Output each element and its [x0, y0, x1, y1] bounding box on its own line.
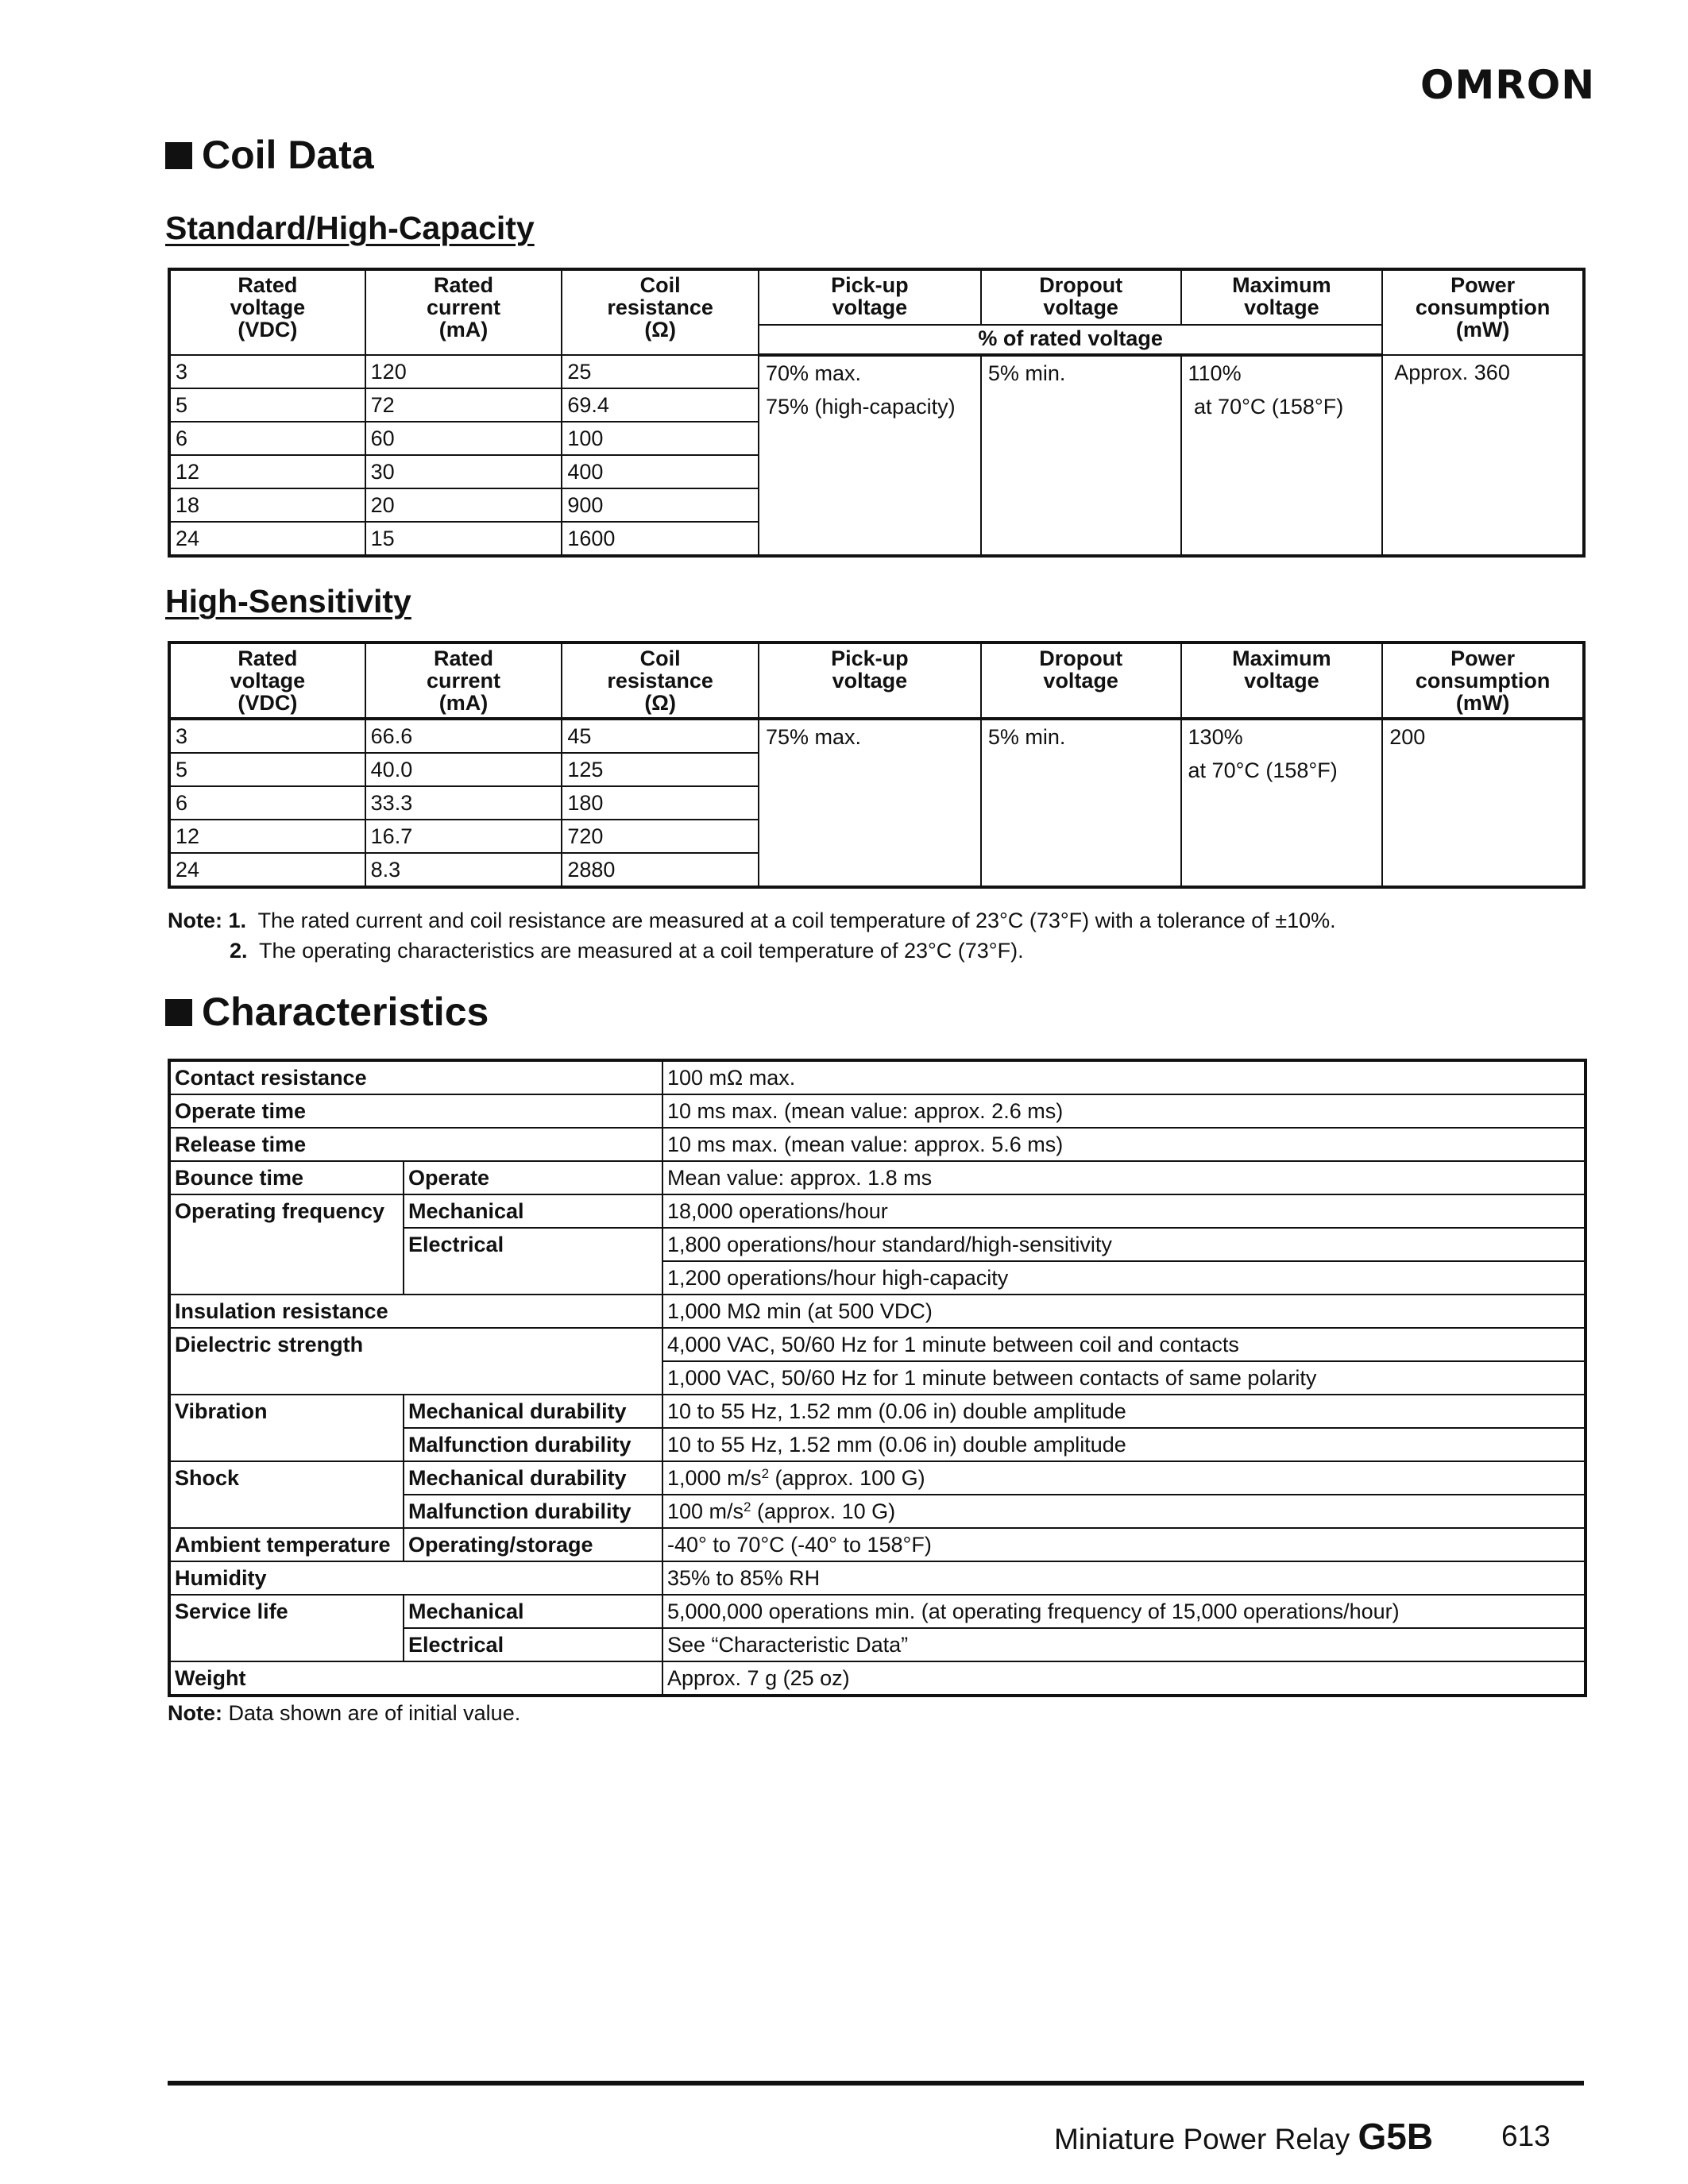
dropout-value: 5% min.: [981, 719, 1181, 887]
table-row: 5 72 69.4: [169, 388, 1584, 422]
table-row: Electrical 1,800 operations/hour standard/high-sensitivity: [169, 1228, 1586, 1261]
dropout-header: Dropout voltage: [981, 269, 1181, 325]
pickup-header: Pick-up voltage: [759, 642, 981, 719]
maximum-header: Maximum voltage: [1181, 642, 1383, 719]
table-row: 1,000 VAC, 50/60 Hz for 1 minute between contacts of same polarity: [169, 1361, 1586, 1395]
maximum-header: Maximum voltage: [1181, 269, 1383, 325]
rated-voltage-header: Rated voltage (VDC): [169, 269, 365, 355]
table-row: 24 8.3 2880: [169, 853, 1584, 887]
table-row: Humidity 35% to 85% RH: [169, 1561, 1586, 1595]
footer-rule: [168, 2081, 1584, 2086]
table-row: Malfunction durability 10 to 55 Hz, 1.52 mm (0.06 in) double amplitude: [169, 1428, 1586, 1461]
characteristics-note: Note: Data shown are of initial value.: [168, 1701, 521, 1725]
table-row: 18 20 900: [169, 488, 1584, 522]
coil-resistance-header: Coil resistance (Ω): [562, 642, 759, 719]
table-row: 12 30 400: [169, 455, 1584, 488]
coil-data-heading: Coil Data: [165, 131, 374, 179]
table-row: 5 40.0 125: [169, 753, 1584, 786]
pickup-value: 70% max. 75% (high-capacity): [759, 355, 981, 556]
table-row: 6 60 100: [169, 422, 1584, 455]
table-row: 12 16.7 720: [169, 820, 1584, 853]
table-row: Operate time 10 ms max. (mean value: approx. 2.6 ms): [169, 1094, 1586, 1128]
power-header: Power consumption (mW): [1382, 269, 1584, 355]
table-row: Contact resistance 100 mΩ max.: [169, 1060, 1586, 1094]
maximum-value: 110% at 70°C (158°F): [1181, 355, 1383, 556]
table-row: 3 120 25 70% max. 75% (high-capacity) 5% min. 110% at 70°C (158°F) Approx. 360: [169, 355, 1584, 388]
power-value: Approx. 360: [1382, 355, 1584, 556]
high-sensitivity-coil-table: [168, 641, 1586, 889]
table-row: 3 66.6 45 75% max. 5% min. 130% at 70°C (158°F) 200: [169, 719, 1584, 753]
shock-malfunction-value: 100 $m/s^2$ (approx. 10 G): [662, 1495, 1586, 1528]
table-row: Release time 10 ms max. (mean value: approx. 5.6 ms): [169, 1128, 1586, 1161]
coil-resistance-header: Coil resistance (Ω): [562, 269, 759, 355]
characteristics-heading: Characteristics: [165, 988, 489, 1036]
table-row: Shock Mechanical durability 1,000 $m/s^2$ (approx. 100 G): [169, 1461, 1586, 1495]
footer-product: Miniature Power Relay G5B: [1054, 2116, 1434, 2157]
power-value: 200: [1382, 719, 1584, 887]
square-bullet-icon: [165, 999, 192, 1026]
pickup-value: 75% max.: [759, 719, 981, 887]
page-number: 613: [1501, 2120, 1551, 2152]
table-row: Malfunction durability 100 $m/s^2$ (approx. 10 G): [169, 1495, 1586, 1528]
table-row: 1,200 operations/hour high-capacity: [169, 1261, 1586, 1295]
table-row: Bounce time Operate Mean value: approx. 1.8 ms: [169, 1161, 1586, 1194]
square-bullet-icon: [165, 142, 192, 169]
dropout-value: 5% min.: [981, 355, 1181, 556]
maximum-value: 130% at 70°C (158°F): [1181, 719, 1383, 887]
omron-logo: OMRON: [1420, 62, 1596, 108]
coil-notes: Note: 1. The rated current and coil resistance are measured at a coil temperature of 23°C (73°F) with a tolerance of ±10%. 2. The operating characteristics are measured at a coil temperature of 23°C (73°F).: [168, 909, 1336, 963]
standard-heading: Standard/High-Capacity: [165, 210, 535, 246]
table-row: Electrical See “Characteristic Data”: [169, 1628, 1586, 1661]
shock-mechanical-value: 1,000 $m/s^2$ (approx. 100 G): [662, 1461, 1586, 1495]
table-row: Dielectric strength 4,000 VAC, 50/60 Hz for 1 minute between coil and contacts: [169, 1328, 1586, 1361]
standard-coil-table: [168, 268, 1586, 558]
rated-current-header: Rated current (mA): [365, 269, 562, 355]
table-row: Service life Mechanical 5,000,000 operations min. (at operating frequency of 15,000 operations/hour): [169, 1595, 1586, 1628]
table-row: 24 15 1600: [169, 522, 1584, 556]
table-row: Operating frequency Mechanical 18,000 operations/hour: [169, 1194, 1586, 1228]
percent-rated-header: % of rated voltage: [759, 325, 1382, 355]
power-header: Power consumption (mW): [1382, 642, 1584, 719]
table-row: Ambient temperature Operating/storage -40° to 70°C (-40° to 158°F): [169, 1528, 1586, 1561]
characteristics-table: [168, 1059, 1587, 1697]
rated-current-header: Rated current (mA): [365, 642, 562, 719]
dropout-header: Dropout voltage: [981, 642, 1181, 719]
table-row: Weight Approx. 7 g (25 oz): [169, 1661, 1586, 1696]
table-row: Vibration Mechanical durability 10 to 55 Hz, 1.52 mm (0.06 in) double amplitude: [169, 1395, 1586, 1428]
table-row: Insulation resistance 1,000 MΩ min (at 500 VDC): [169, 1295, 1586, 1328]
table-row: 6 33.3 180: [169, 786, 1584, 820]
rated-voltage-header: Rated voltage (VDC): [169, 642, 365, 719]
pickup-header: Pick-up voltage: [759, 269, 981, 325]
high-sensitivity-heading: High-Sensitivity: [165, 583, 411, 619]
